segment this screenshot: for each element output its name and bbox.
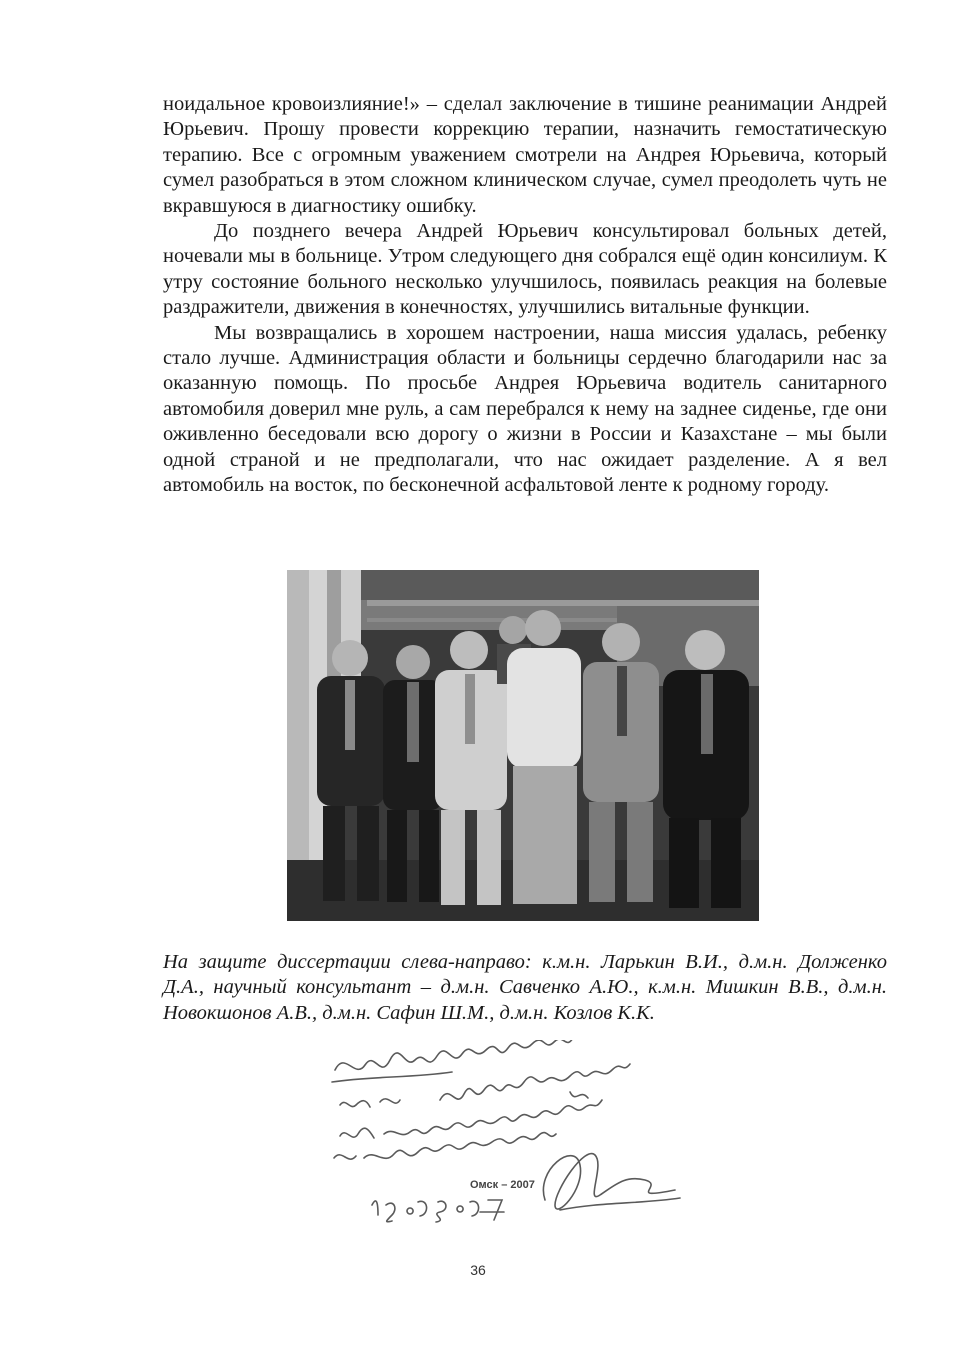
group-photo-image — [287, 570, 759, 921]
handwritten-inscription — [320, 1040, 740, 1245]
paragraph: ноидальное кровоизлияние!» – сделал заключение в тишине реанимации Андрей Юрьевич. Прошу провести коррекцию терапии, назначить гемостатическую терапию. Все с огромным уважением смотрели на Андрея Юрьевича, который сумел разобраться в этом сложном клиническом случае, сумел преодолеть чуть не вкравшуюся в диагностику ошибку. — [163, 93, 887, 217]
group-photo — [287, 570, 759, 921]
autograph-signature — [320, 1040, 740, 1245]
paragraph: Мы возвращались в хорошем настроении, наша миссия удалась, ребенку стало лучше. Администрация области и больницы сердечно благодарили нас за оказанную помощь. По просьбе Андрея Юрьевича водитель санитарного автомобиля доверил мне руль, а сам перебрался к нему на заднее сиденье, где они оживленно беседовали всю дорогу о жизни в России и Казахстане – мы были одной страной и не предполагали, что нас ожидает разделение. А я вел автомобиль на восток, по бесконечной асфальтовой ленте к родному городу. — [163, 321, 887, 497]
page-number: 36 — [470, 1262, 486, 1278]
photo-caption: На защите диссертации слева-направо: к.м.н. Ларькин В.И., д.м.н. Долженко Д.А., научный консультант – д.м.н. Савченко А.Ю., к.м.н. Мишкин В.В., д.м.н. Новокшонов А.В., д.м.н. Сафин Ш.М., д.м.н. Козлов К.К. — [163, 951, 887, 1024]
stamp-text: Омск – 2007 — [470, 1179, 535, 1191]
body-text — [163, 92, 887, 499]
paragraph: До позднего вечера Андрей Юрьевич консультировал больных детей, ночевали мы в больнице. Утром следующего дня собрался ещё один консилиум. К утру состояние больного несколько улучшилось, появилась реакция на болевые раздражители, движения в конечностях, улучшились витальные функции. — [163, 220, 887, 319]
